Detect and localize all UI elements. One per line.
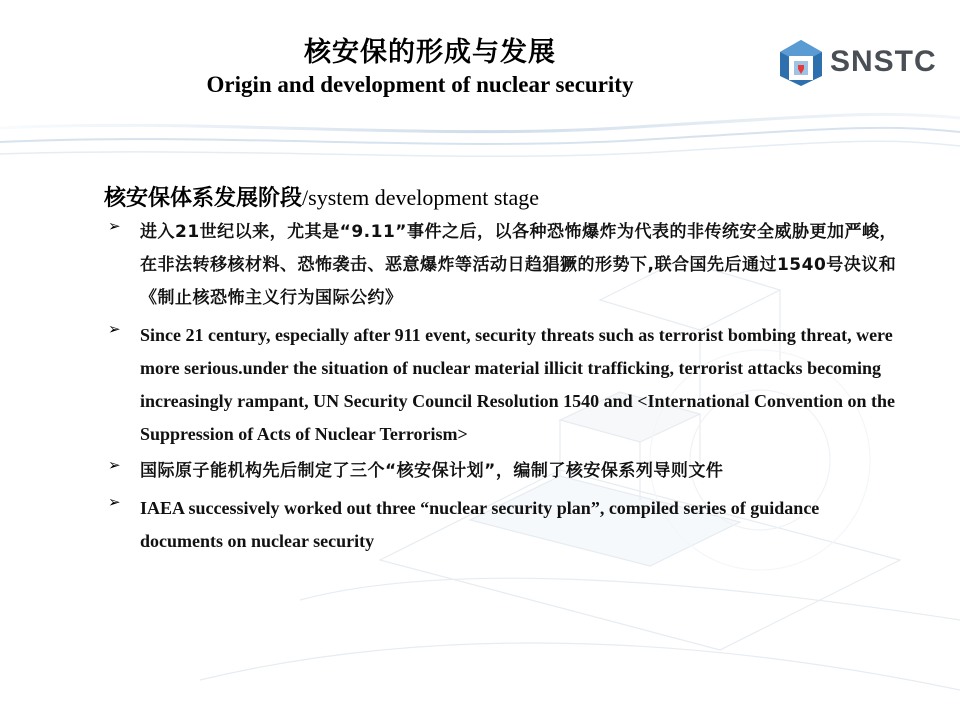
bullet-list: [104, 217, 904, 568]
arrow-bullet-icon: ➢: [108, 320, 121, 338]
bullet-text-en-2: IAEA successively worked out three “nuclear security plan”, compiled series of guidance documents on nuclear security: [140, 498, 820, 551]
section-heading-chinese: 核安保体系发展阶段: [104, 186, 303, 211]
bullet-text-cn-1: 进入21世纪以来，尤其是“9.11”事件之后，以各种恐怖爆炸为代表的非传统安全威胁更加严峻，在非法转移核材料、恐怖袭击、恶意爆炸等活动日趋猖獗的形势下,联合国先后通过1540号决议和《制止核恐怖主义行为国际公约》: [140, 222, 897, 308]
section-heading-english: /system development stage: [302, 185, 540, 210]
arrow-bullet-icon: ➢: [108, 217, 121, 235]
page-title-english: Origin and development of nuclear security: [206, 72, 634, 97]
bullet-text-cn-2: 国际原子能机构先后制定了三个“核安保计划”，编制了核安保系列导则文件: [140, 461, 724, 481]
snstc-logo: [776, 38, 936, 88]
list-item: [104, 319, 904, 451]
logo-icon: [776, 38, 826, 88]
page-title-chinese: 核安保的形成与发展: [304, 37, 556, 68]
list-item: [104, 455, 904, 488]
list-item: [104, 216, 904, 315]
list-item: [104, 492, 904, 558]
arrow-bullet-icon: ➢: [108, 456, 121, 474]
logo-text: SNSTC: [830, 45, 937, 78]
section-heading: [104, 181, 539, 212]
bullet-text-en-1: Since 21 century, especially after 911 event, security threats such as terrorist bombing threat, were more serious.under the situation of nuclear material illicit trafficking, terrorist attacks becoming increasingly rampant, UN Security Council Resolution 1540 and <International Convention on the Suppression of Acts of Nuclear Terrorism>: [140, 325, 895, 444]
arrow-bullet-icon: ➢: [108, 493, 121, 511]
